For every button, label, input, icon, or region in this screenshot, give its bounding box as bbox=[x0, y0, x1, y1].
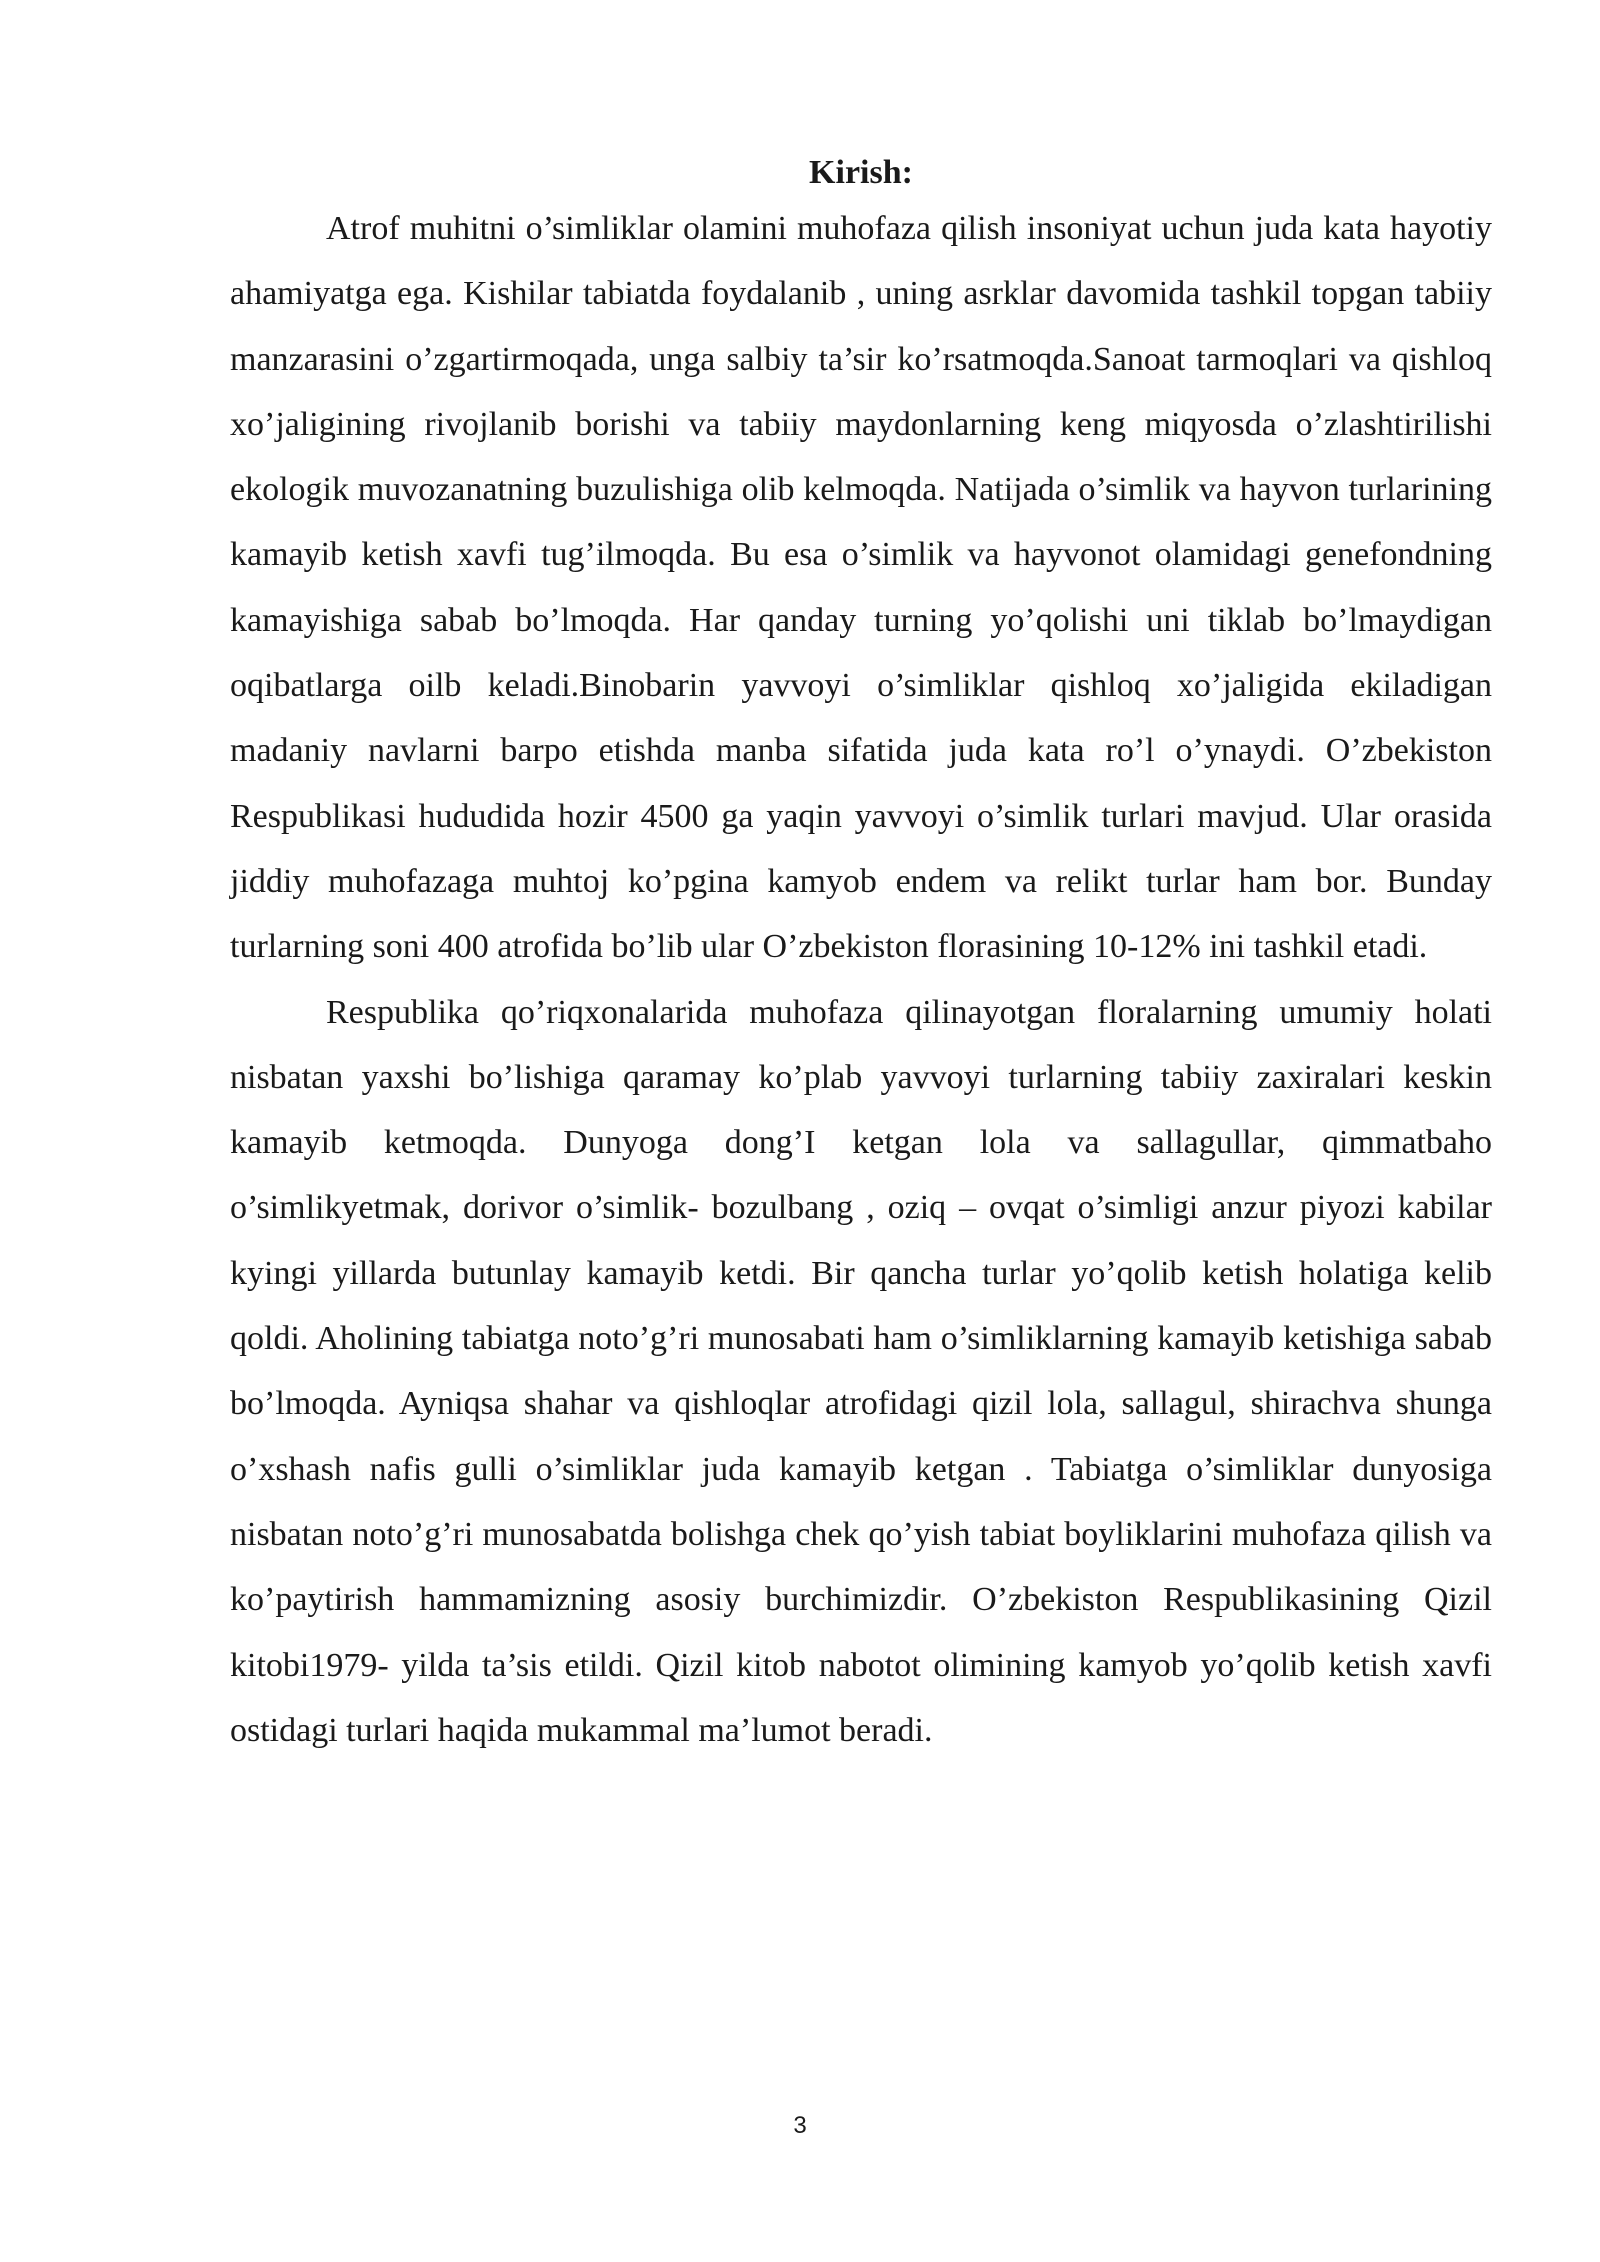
paragraph-intro: Atrof muhitni o’simliklar olamini muhofaza qilish insoniyat uchun juda kata hayotiy ahamiyatga ega. Kishilar tabiatda foydalanib , uning asrklar davomida tashkil topgan tabiiy manzarasini o’zgartirmoqada, unga salbiy ta’sir ko’rsatmoqda.Sanoat tarmoqlari va qishloq xo’jaligining rivojlanib borishi va tabiiy maydonlarning keng miqyosda o’zlashtirilishi ekologik muvozanatning buzulishiga olib kelmoqda. Natijada o’simlik va hayvon turlarining kamayib ketish xavfi tug’ilmoqda. Bu esa o’simlik va hayvonot olamidagi genefondning kamayishiga sabab bo’lmoqda. Har qanday turning yo’qolishi uni tiklab bo’lmaydigan oqibatlarga oilb keladi.Binobarin yavvoyi o’simliklar qishloq xo’jaligida ekiladigan madaniy navlarni barpo etishda manba sifatida juda kata ro’l o’ynaydi. O’zbekiston Respublikasi hududida hozir 4500 ga yaqin yavvoyi o’simlik turlari mavjud. Ular orasida jiddiy muhofazaga muhtoj ko’pgina kamyob endem va relikt turlar ham bor. Bunday turlarning soni 400 atrofida bo’lib ular O’zbekiston florasining 10-12% ini tashkil etadi. bbox=[230, 210, 1492, 966]
section-title: Kirish: bbox=[809, 154, 913, 191]
page-content bbox=[230, 150, 1492, 1763]
paragraph-red-book: Respublika qo’riqxonalarida muhofaza qilinayotgan floralarning umumiy holati nisbatan yaxshi bo’lishiga qaramay ko’plab yavvoyi turlarning tabiiy zaxiralari keskin kamayib ketmoqda. Dunyoga dong’I ketgan lola va sallagullar, qimmatbaho o’simlikyetmak, dorivor o’simlik- bozulbang , oziq – ovqat o’simligi anzur piyozi kabilar kyingi yillarda butunlay kamayib ketdi. Bir qancha turlar yo’qolib ketish holatiga kelib qoldi. Aholining tabiatga noto’g’ri munosabati ham o’simliklarning kamayib ketishiga sabab bo’lmoqda. Ayniqsa shahar va qishloqlar atrofidagi qizil lola, sallagul, shirachva shunga o’xshash nafis gulli o’simliklar juda kamayib ketgan . Tabiatga o’simliklar dunyosiga nisbatan noto’g’ri munosabatda bolishga chek qo’yish tabiat boyliklarini muhofaza qilish va ko’paytirish hammamizning asosiy burchimizdir. O’zbekiston Respublikasining Qizil kitobi1979- yilda ta’sis etildi. Qizil kitob nabotot olimining kamyob yo’qolib ketish xavfi ostidagi turlari haqida mukammal ma’lumot beradi. bbox=[230, 993, 1492, 1749]
page-number: 3 bbox=[793, 2112, 807, 2139]
